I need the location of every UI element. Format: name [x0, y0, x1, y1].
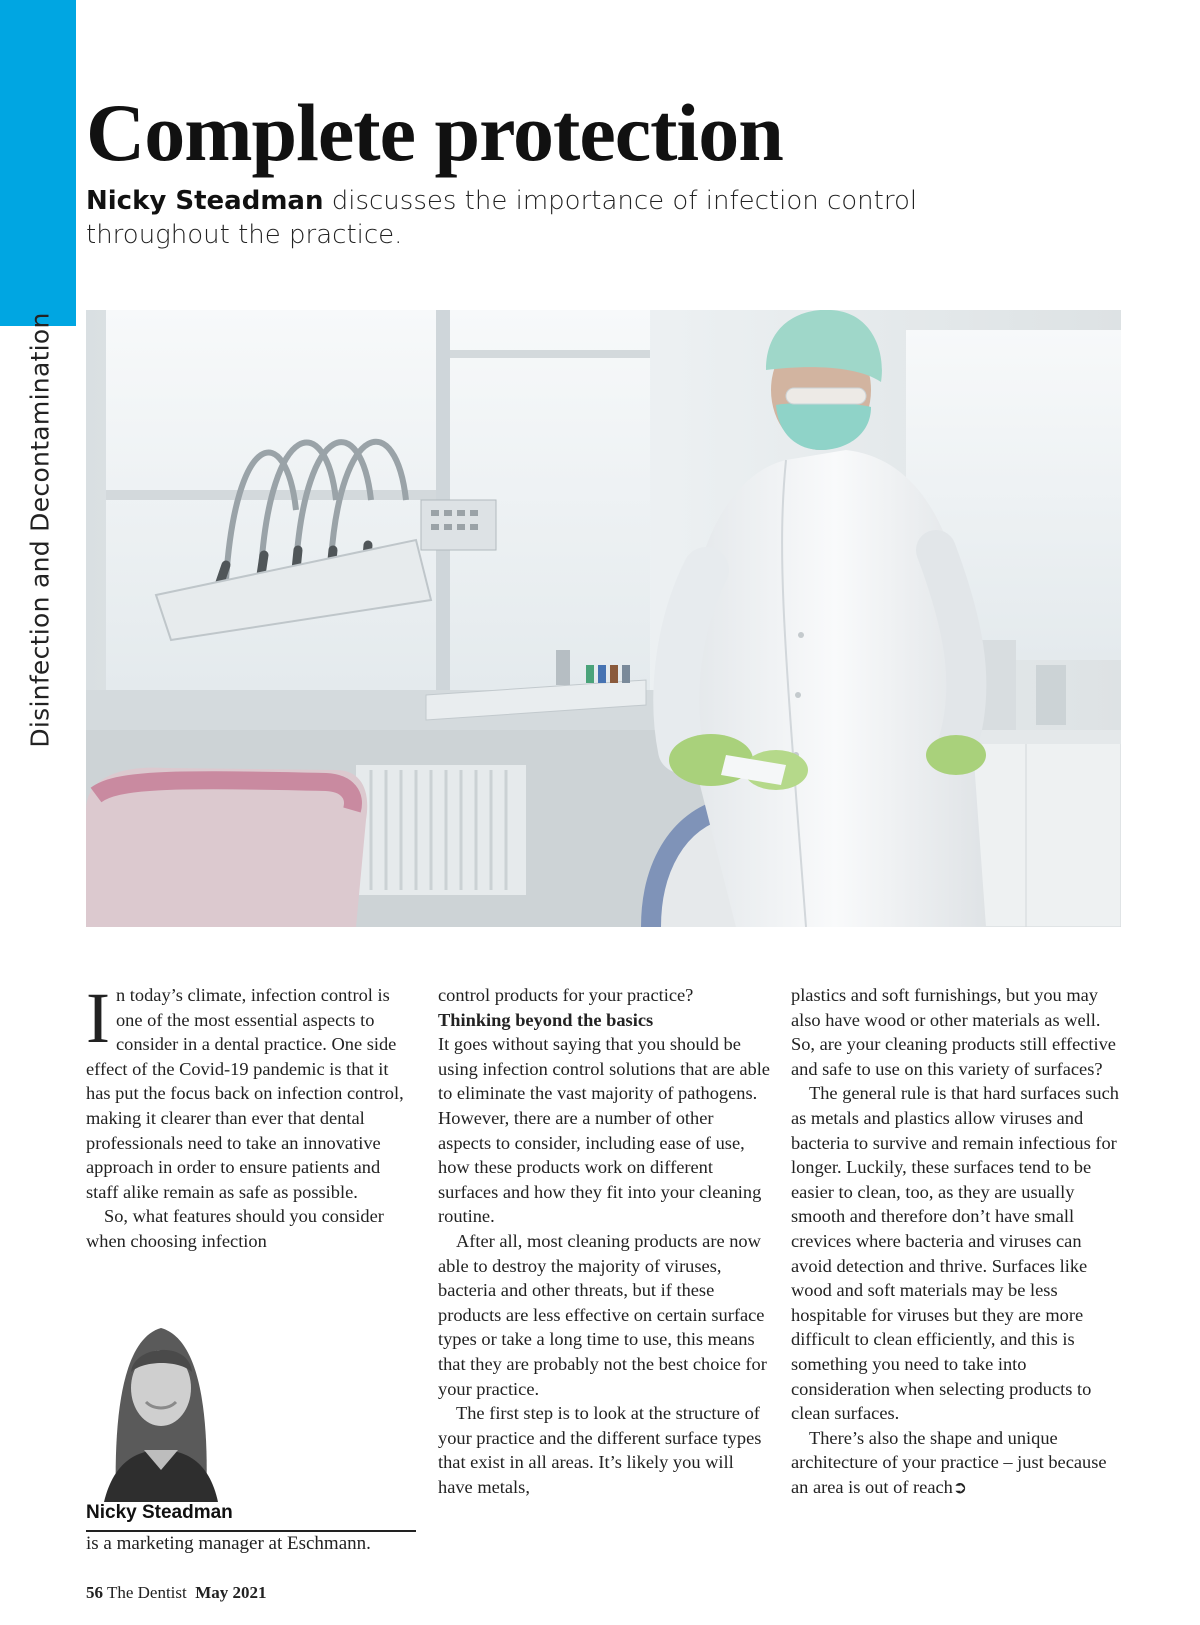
headline: Complete protection — [86, 87, 783, 178]
drop-cap: I — [86, 978, 110, 1058]
issue-date: May 2021 — [195, 1583, 267, 1602]
subheading: Thinking beyond the basics — [438, 1009, 654, 1030]
body-column-2 — [438, 983, 770, 1499]
author-name: Nicky Steadman — [86, 1502, 416, 1532]
body-text: n today’s climate, infection control is one of the most essential aspects to consider in a dental practice. One side effect of the Covid-19 pandemic is that it has put the focus back on infection control, making it clearer than ever that dental professionals need to take an innovative approach in order to ensure patients and staff alike remain as safe as possible. — [86, 985, 404, 1202]
body-column-3 — [791, 983, 1123, 1500]
continued-arrow-icon: ➲ — [952, 1477, 968, 1498]
section-label: Disinfection and Decontamination — [25, 312, 55, 748]
body-paragraph: control products for your practice? — [438, 985, 694, 1005]
standfirst-author: Nicky Steadman — [86, 186, 324, 216]
body-paragraph: The first step is to look at the structure of your practice and the different surface types that exist in all areas. It’s likely you will have metals, — [438, 1403, 762, 1497]
standfirst — [86, 184, 1046, 252]
publication-name: The Dentist — [106, 1583, 187, 1602]
page-folio — [86, 1583, 267, 1603]
body-paragraph: After all, most cleaning products are now able to destroy the majority of viruses, bacteria and other threats, but if these products are less effective on certain surface types or take a long time to use, this means that they are probably not the best choice for your practice. — [438, 1230, 767, 1399]
body-paragraph — [791, 1426, 1123, 1501]
standfirst-text: discusses the importance of infection control throughout the practice. — [86, 186, 918, 250]
body-paragraph: plastics and soft furnishings, but you may also have wood or other materials as well. So, are your cleaning products still effective and safe to use on this variety of surfaces? — [791, 985, 1116, 1079]
body-text: There’s also the shape and unique architecture of your practice – just because an area is out of reach — [791, 1427, 1107, 1497]
author-photo — [94, 1310, 228, 1502]
author-bio: is a marketing manager at Eschmann. — [86, 1533, 371, 1554]
body-column-1 — [86, 978, 416, 1254]
body-paragraph: The general rule is that hard surfaces such as metals and plastics allow viruses and bacteria to survive and remain infectious for longer. Luckily, these surfaces tend to be easier to clean, too, as they are usually smooth and therefore don’t have small crevices where bacteria and viruses can avoid detection and thrive. Surfaces like wood and soft materials may be less hospitable for viruses but they are more difficult to clean efficiently, and this is something you need to take into consideration when selecting products to clean surfaces. — [791, 1083, 1119, 1424]
hero-photo — [86, 310, 1121, 927]
body-paragraph — [86, 978, 416, 1204]
page-number: 56 — [86, 1583, 103, 1602]
section-color-bar — [0, 0, 76, 326]
body-paragraph: So, what features should you consider when choosing infection — [86, 1206, 384, 1251]
body-paragraph: It goes without saying that you should be using infection control solutions that are able to eliminate the vast majority of pathogens. However, there are a number of other aspects to consider, including ease of use, how these products work on different surfaces and how they fit into your cleaning routine. — [438, 1034, 770, 1227]
